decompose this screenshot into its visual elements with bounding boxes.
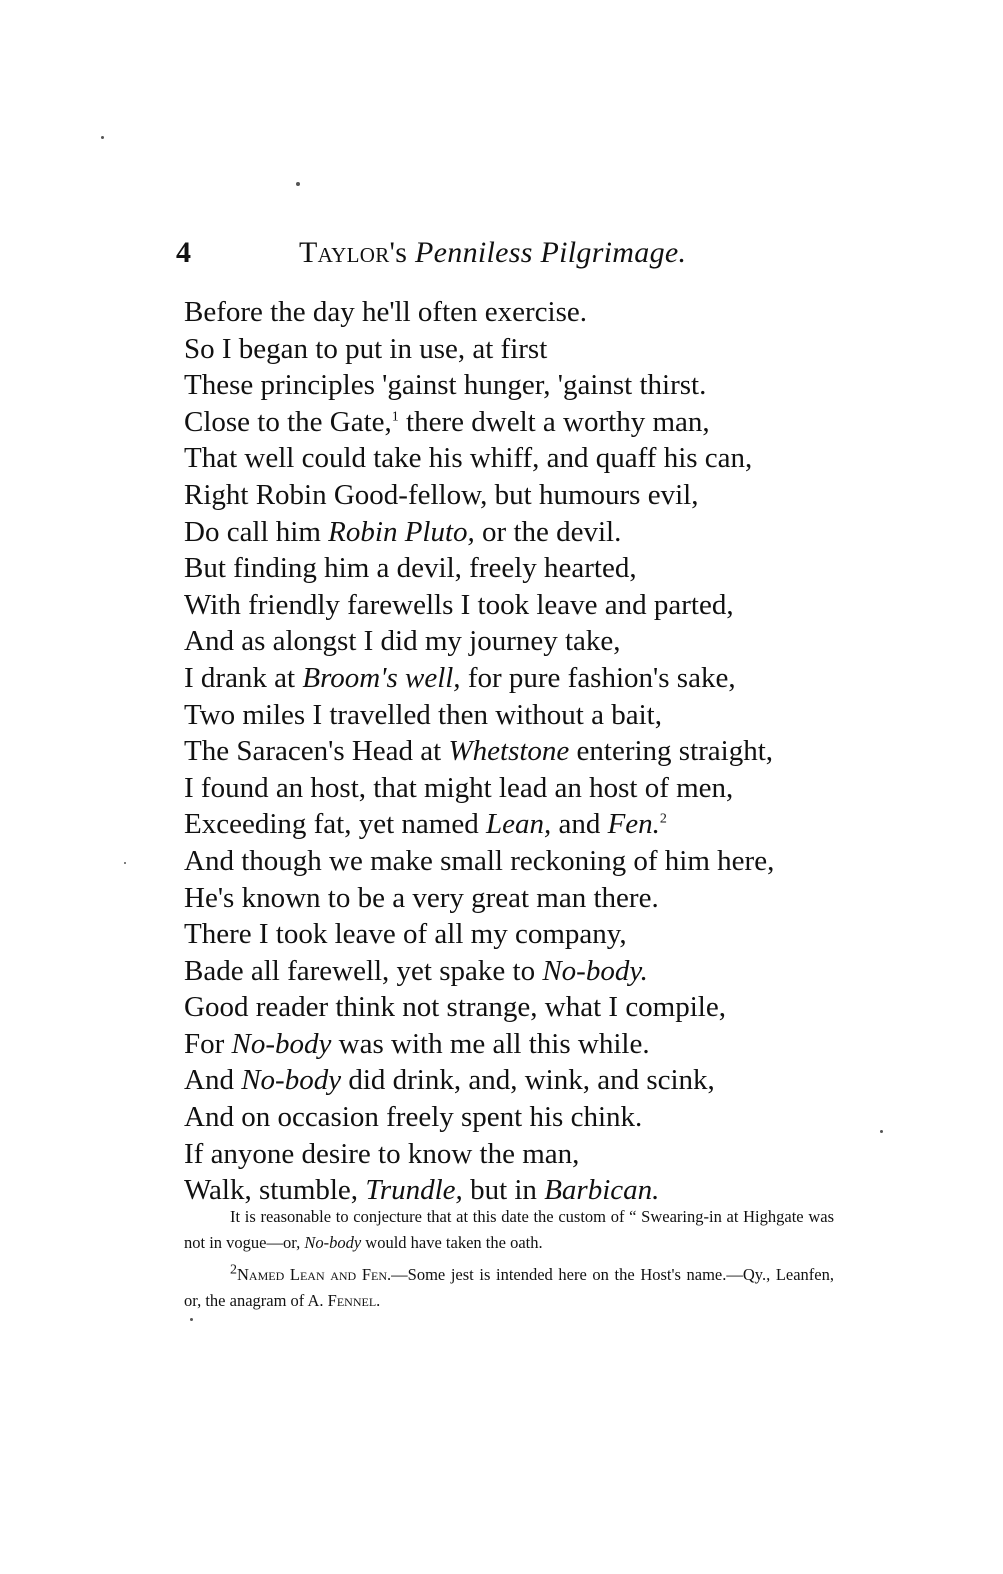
footnotes <box>184 1204 834 1320</box>
author-suffix: 's <box>389 236 408 269</box>
poem-line <box>184 880 904 917</box>
poem-segment: entering straight, <box>569 735 774 768</box>
running-title <box>299 236 686 270</box>
poem-segment: 2 <box>659 811 667 827</box>
poem-segment: for pure fashion's sake, <box>460 661 736 694</box>
poem-segment: That well could take his whiff, and quaff his can, <box>184 442 753 475</box>
poem-segment: Walk, stumble, <box>184 1174 366 1207</box>
footnote-marker: 2 <box>230 1262 237 1278</box>
author-name: Taylor <box>299 236 390 269</box>
poem-line <box>184 367 904 404</box>
poem-segment: Lean, <box>485 808 552 841</box>
poem-segment: Two miles I travelled then without a bait, <box>184 698 662 731</box>
poem-segment: Barbican. <box>544 1174 660 1207</box>
poem-line <box>184 1136 904 1173</box>
scan-speck <box>296 182 300 186</box>
poem-segment: did drink, and, wink, and scink, <box>341 1064 715 1097</box>
poem-segment: there dwelt a worthy man, <box>398 405 710 438</box>
footnote-label: Named Lean and Fen. <box>237 1265 392 1284</box>
running-header <box>176 236 736 276</box>
poem-line <box>184 660 904 697</box>
poem-segment: No-body. <box>542 954 648 987</box>
footnote-1 <box>184 1204 834 1256</box>
poem-line <box>184 843 904 880</box>
poem-segment: Whetstone <box>448 735 570 768</box>
poem-segment: So I began to put in use, at first <box>184 332 548 365</box>
book-title: Penniless Pilgrimage. <box>415 236 687 269</box>
poem-line <box>184 294 904 331</box>
poem-body <box>184 294 904 1209</box>
poem-segment: He's known to be a very great man there. <box>184 881 659 914</box>
poem-segment: I drank at <box>184 661 303 694</box>
poem-line <box>184 989 904 1026</box>
poem-segment: And on occasion freely spent his chink. <box>184 1101 643 1134</box>
poem-line <box>184 331 904 368</box>
poem-segment: Before the day he'll often exercise. <box>184 296 587 328</box>
poem-segment: Good reader think not strange, what I compile, <box>184 991 726 1024</box>
poem-segment: Broom's well, <box>302 661 461 694</box>
poem-line <box>184 404 904 441</box>
scan-speck <box>124 862 126 864</box>
footnote-text: —Some jest is intended here on the Host's name.—Qy., Leanfen, or, the anagram of A. <box>184 1265 834 1310</box>
poem-segment: Exceeding fat, yet named <box>184 808 486 841</box>
poem-segment: For <box>184 1027 232 1060</box>
poem-segment: These principles 'gainst hunger, 'gainst thirst. <box>184 369 707 402</box>
poem-line <box>184 1026 904 1063</box>
poem-segment: There I took leave of all my company, <box>184 918 627 951</box>
poem-segment: No-body <box>241 1064 342 1097</box>
poem-segment: And <box>184 1064 242 1097</box>
poem-segment: Bade all farewell, yet spake to <box>184 954 543 987</box>
poem-line <box>184 697 904 734</box>
poem-line <box>184 477 904 514</box>
poem-segment: and <box>551 808 608 841</box>
poem-line <box>184 806 904 843</box>
poem-segment: No-body <box>231 1027 332 1060</box>
poem-segment: Trundle, <box>365 1174 463 1207</box>
poem-segment: Robin Pluto, <box>328 515 475 548</box>
poem-segment: or the devil. <box>474 515 622 548</box>
poem-line <box>184 550 904 587</box>
footnote-text: would have taken the oath. <box>361 1233 543 1252</box>
poem-line <box>184 953 904 990</box>
poem-segment: 1 <box>391 409 399 425</box>
poem-segment: was with me all this while. <box>331 1027 650 1060</box>
page-number: 4 <box>176 236 191 269</box>
poem-segment: Close to the Gate, <box>184 405 392 438</box>
poem-line <box>184 514 904 551</box>
poem-line <box>184 1099 904 1136</box>
poem-segment: Fen. <box>607 808 660 841</box>
poem-segment: Do call him <box>184 515 329 548</box>
poem-segment: I found an host, that might lead an host of men, <box>184 771 734 804</box>
poem-segment: And though we make small reckoning of him here, <box>184 844 775 877</box>
scan-speck <box>101 136 104 139</box>
footnote-text: It is reasonable to conjecture that at this date the custom of “ Swearing-in at Highgate was not in vogue—or, <box>184 1207 834 1252</box>
poem-segment: If anyone desire to know the man, <box>184 1137 580 1170</box>
footnote-2 <box>184 1262 834 1314</box>
footnote-name: Fennel. <box>327 1291 381 1310</box>
poem-line <box>184 733 904 770</box>
poem-segment: but in <box>462 1174 545 1207</box>
poem-line <box>184 440 904 477</box>
footnote-italic: No-body <box>304 1233 362 1252</box>
poem-line <box>184 623 904 660</box>
poem-segment: But finding him a devil, freely hearted, <box>184 552 637 585</box>
poem-segment: The Saracen's Head at <box>184 735 449 768</box>
poem-line <box>184 770 904 807</box>
poem-line <box>184 1062 904 1099</box>
poem-segment: And as alongst I did my journey take, <box>184 625 621 658</box>
poem-line <box>184 587 904 624</box>
poem-segment: Right Robin Good-fellow, but humours evil, <box>184 478 699 511</box>
poem-segment: With friendly farewells I took leave and parted, <box>184 588 734 621</box>
poem-line <box>184 916 904 953</box>
